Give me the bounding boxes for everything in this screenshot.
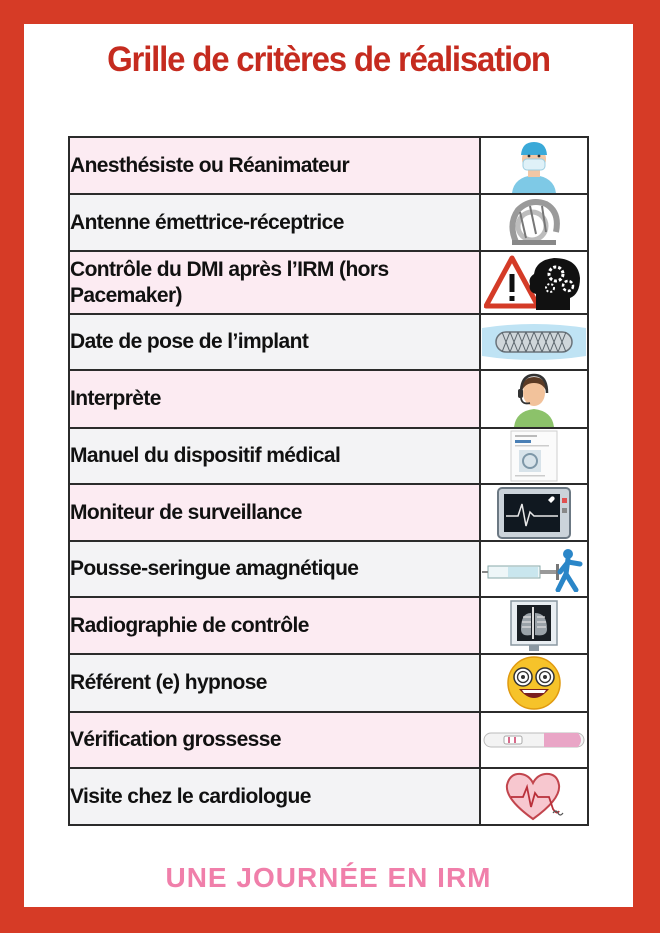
table-row [69, 137, 588, 194]
icon-cell [480, 314, 588, 370]
stent-implant-icon [482, 322, 586, 362]
icon-cell [480, 370, 588, 428]
icon-cell [480, 251, 588, 314]
page-sheet [24, 24, 633, 907]
table-row [69, 654, 588, 712]
icon-cell [480, 712, 588, 768]
row-label: Référent (e) hypnose [69, 654, 480, 712]
row-label: Contrôle du DMI après l’IRM (hors Pacemaker) [69, 251, 480, 314]
interpreter-headset-icon [510, 371, 558, 427]
icon-cell [480, 597, 588, 654]
footer-brand: UNE JOURNÉE EN IRM [165, 862, 492, 893]
row-label: Radiographie de contrôle [69, 597, 480, 654]
icon-cell [480, 194, 588, 251]
manual-document-icon [509, 430, 559, 482]
table-row [69, 428, 588, 484]
icon-cell [480, 484, 588, 541]
icon-cell [480, 541, 588, 597]
table-row [69, 370, 588, 428]
row-label: Visite chez le cardiologue [69, 768, 480, 825]
table-row [69, 314, 588, 370]
row-label: Vérification grossesse [69, 712, 480, 768]
warning-brain-icon [484, 254, 584, 312]
row-label: Anesthésiste ou Réanimateur [69, 137, 480, 194]
page-title: Grille de critères de réalisation [107, 38, 550, 79]
table-row [69, 194, 588, 251]
hypnosis-smiley-icon [506, 655, 562, 711]
table-row [69, 541, 588, 597]
table-row [69, 597, 588, 654]
table-row [69, 484, 588, 541]
icon-cell [480, 654, 588, 712]
chest-xray-icon [509, 599, 559, 653]
criteria-grid [68, 136, 589, 826]
icon-cell [480, 137, 588, 194]
anesthesiologist-icon [506, 139, 562, 193]
syringe-pump-icon [482, 546, 586, 592]
row-label: Interprète [69, 370, 480, 428]
vital-monitor-icon [496, 486, 572, 540]
table-row [69, 251, 588, 314]
row-label: Pousse-seringue amagnétique [69, 541, 480, 597]
row-label: Date de pose de l’implant [69, 314, 480, 370]
pregnancy-test-icon [482, 728, 586, 752]
row-label: Manuel du dispositif médical [69, 428, 480, 484]
icon-cell [480, 768, 588, 825]
row-label: Moniteur de surveillance [69, 484, 480, 541]
icon-cell [480, 428, 588, 484]
table-row [69, 768, 588, 825]
table-row [69, 712, 588, 768]
rf-coil-icon [506, 198, 562, 248]
row-label: Antenne émettrice-réceptrice [69, 194, 480, 251]
heart-ecg-icon [503, 771, 565, 823]
